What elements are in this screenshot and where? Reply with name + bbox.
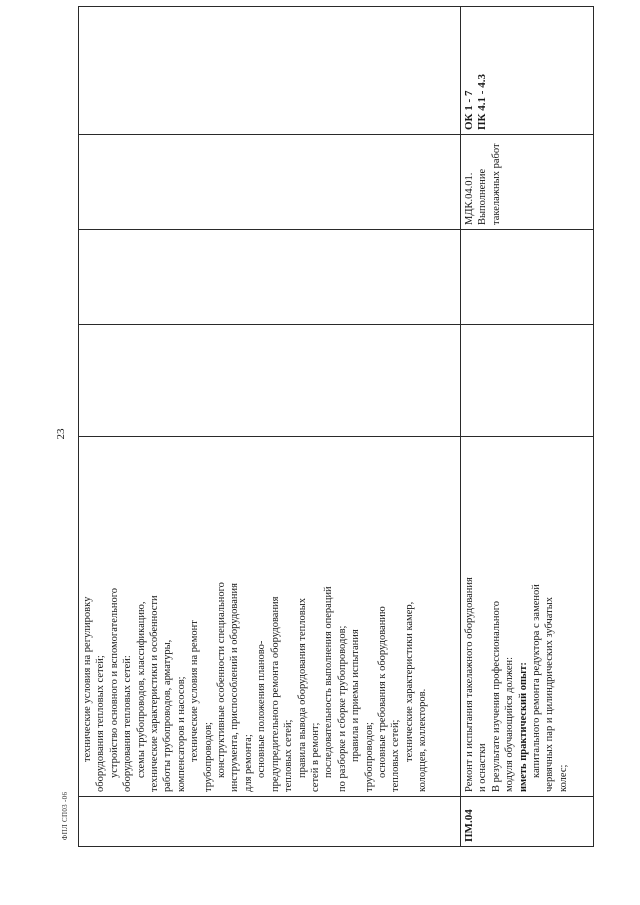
cell-code-empty [79, 797, 461, 847]
content-line: технические условия на ремонт [189, 620, 201, 762]
content-line: и оснастки [477, 743, 489, 792]
content-line: тепловых сетей; [390, 719, 402, 792]
cell-competences [461, 7, 594, 135]
content-line: трубопроводов; [363, 722, 375, 792]
content-line: компенсаторов и насосов; [175, 676, 187, 792]
mdk-text [463, 139, 503, 225]
mdk-line: такелажных работ [490, 143, 502, 225]
content-line: капитального ремонта редуктора с заменой [531, 584, 543, 778]
cell-empty-col4-r2 [461, 230, 594, 325]
cell-empty-col3-r2 [461, 325, 594, 437]
page-number: 23 [55, 428, 67, 440]
curriculum-table [78, 6, 594, 847]
content-line: конструктивные особенности специального [216, 582, 228, 778]
cell-empty-col5 [79, 135, 461, 230]
content-line: основные требования к оборудованию [376, 606, 388, 778]
footer-code: ФПЛ СП03 -06 [61, 791, 69, 841]
content-line: предупредительного ремонта оборудования [269, 596, 281, 792]
content-line: схемы трубопроводов, классификацию, [135, 601, 147, 778]
content-line: иметь практический опыт: [517, 662, 529, 792]
content-line: работы трубопроводов, арматуры, [162, 639, 174, 792]
cell-knowledge-content [79, 437, 461, 797]
content-line: червячных пар и цилиндрических зубчатых [544, 597, 556, 792]
knowledge-lines [81, 441, 430, 792]
cell-empty-col3 [79, 325, 461, 437]
content-line: В результате изучения профессионального [490, 600, 502, 792]
module-code: ПМ.04 [463, 809, 475, 842]
content-line: основные положения планово- [256, 640, 268, 778]
content-line: технические условия на регулировку [82, 596, 93, 762]
content-line: модуля обучающийся должен: [504, 656, 516, 792]
cell-module-code [461, 797, 594, 847]
content-line: правила и приемы испытания [350, 629, 362, 762]
module-content-lines [463, 441, 570, 792]
mdk-line: МДК.04.01. [464, 172, 475, 225]
competences-text [463, 11, 489, 130]
content-line: инструмента, приспособлений и оборудования [229, 583, 241, 792]
table-row-knowledge [79, 7, 461, 847]
content-line: колес; [557, 764, 569, 792]
cell-empty-col6 [79, 7, 461, 135]
content-line: последовательность выполнения операций [323, 586, 335, 778]
cell-module-content [461, 437, 594, 797]
content-line: сетей в ремонт; [309, 722, 321, 792]
content-line: оборудования тепловых сетей: [122, 655, 134, 792]
cell-empty-col4 [79, 230, 461, 325]
competence-line: ПК 4.1 - 4.3 [476, 74, 488, 130]
content-line: правила вывода оборудования тепловых [296, 597, 308, 778]
content-line: трубопроводов; [202, 722, 214, 792]
content-line: по разборке и сборке трубопроводов; [336, 625, 348, 792]
table-rotation-frame [78, 7, 593, 847]
rotated-table-container [78, 7, 593, 847]
table-row-pm04 [461, 7, 594, 847]
content-line: колодцев, коллекторов. [417, 688, 429, 792]
competence-line: ОК 1 - 7 [463, 90, 475, 130]
mdk-line: Выполнение [477, 168, 489, 225]
content-line: устройство основного и вспомогательного [108, 587, 120, 778]
content-line: для ремонта; [242, 734, 254, 792]
content-line: тепловых сетей; [283, 719, 295, 792]
content-line: технические характеристики и особенности [149, 595, 161, 792]
content-line: технические характеристики камер, [403, 601, 415, 762]
content-line: оборудования тепловых сетей; [95, 655, 107, 792]
content-line: Ремонт и испытания такелажного оборудования [464, 577, 475, 792]
cell-mdk [461, 135, 594, 230]
